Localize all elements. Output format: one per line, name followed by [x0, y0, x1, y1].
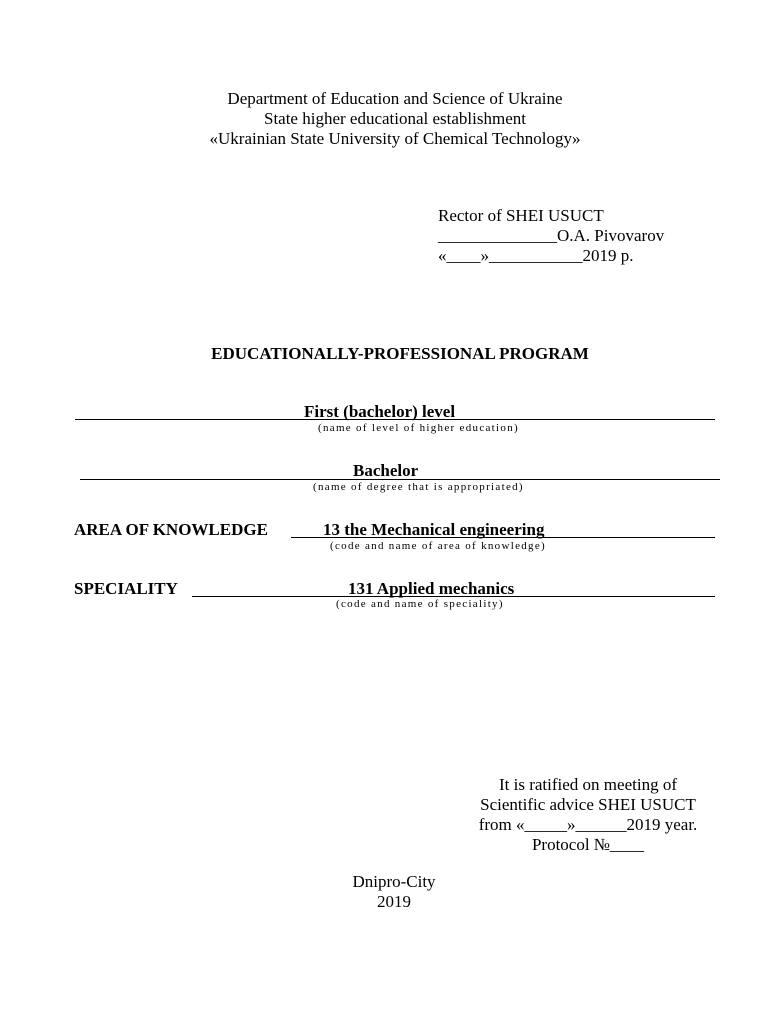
footer-city: Dnipro-City — [352, 872, 436, 891]
degree-value: Bachelor — [353, 461, 419, 480]
level-caption: (name of level of higher education) — [318, 422, 519, 434]
footer — [294, 872, 494, 912]
approval-title: Rector of SHEI USUCT — [438, 206, 604, 225]
degree-caption: (name of degree that is appropriated) — [313, 481, 524, 493]
approval-date-line: «____»___________2019 р. — [438, 246, 634, 265]
level-value: First (bachelor) level — [304, 402, 456, 421]
ratification-line-1: It is ratified on meeting of — [499, 775, 677, 794]
speciality-caption: (code and name of speciality) — [336, 598, 504, 610]
speciality-value: 131 Applied mechanics — [348, 579, 515, 598]
footer-year: 2019 — [377, 892, 411, 911]
area-caption: (code and name of area of knowledge) — [330, 540, 546, 552]
ratification-line-4: Protocol №____ — [531, 835, 645, 854]
area-value: 13 the Mechanical engineering — [323, 520, 545, 539]
header-ministry-line: Department of Education and Science of Ukraine — [227, 89, 563, 108]
ratification-line-3: from «_____»______2019 year. — [478, 815, 698, 834]
approval-signature-line: ______________O.A. Pivovarov — [438, 226, 665, 245]
header-establishment-line: State higher educational establishment — [263, 109, 526, 128]
area-label: AREA OF KNOWLEDGE — [74, 520, 268, 539]
ministry-header — [0, 89, 770, 149]
ratification-block — [470, 775, 706, 855]
speciality-label: SPECIALITY — [74, 579, 178, 598]
ratification-line-2: Scientific advice SHEI USUCT — [480, 795, 696, 814]
program-title: EDUCATIONALLY-PROFESSIONAL PROGRAM — [211, 344, 589, 363]
header-university-line: «Ukrainian State University of Chemical Technology» — [209, 129, 581, 148]
approval-block — [438, 206, 664, 266]
